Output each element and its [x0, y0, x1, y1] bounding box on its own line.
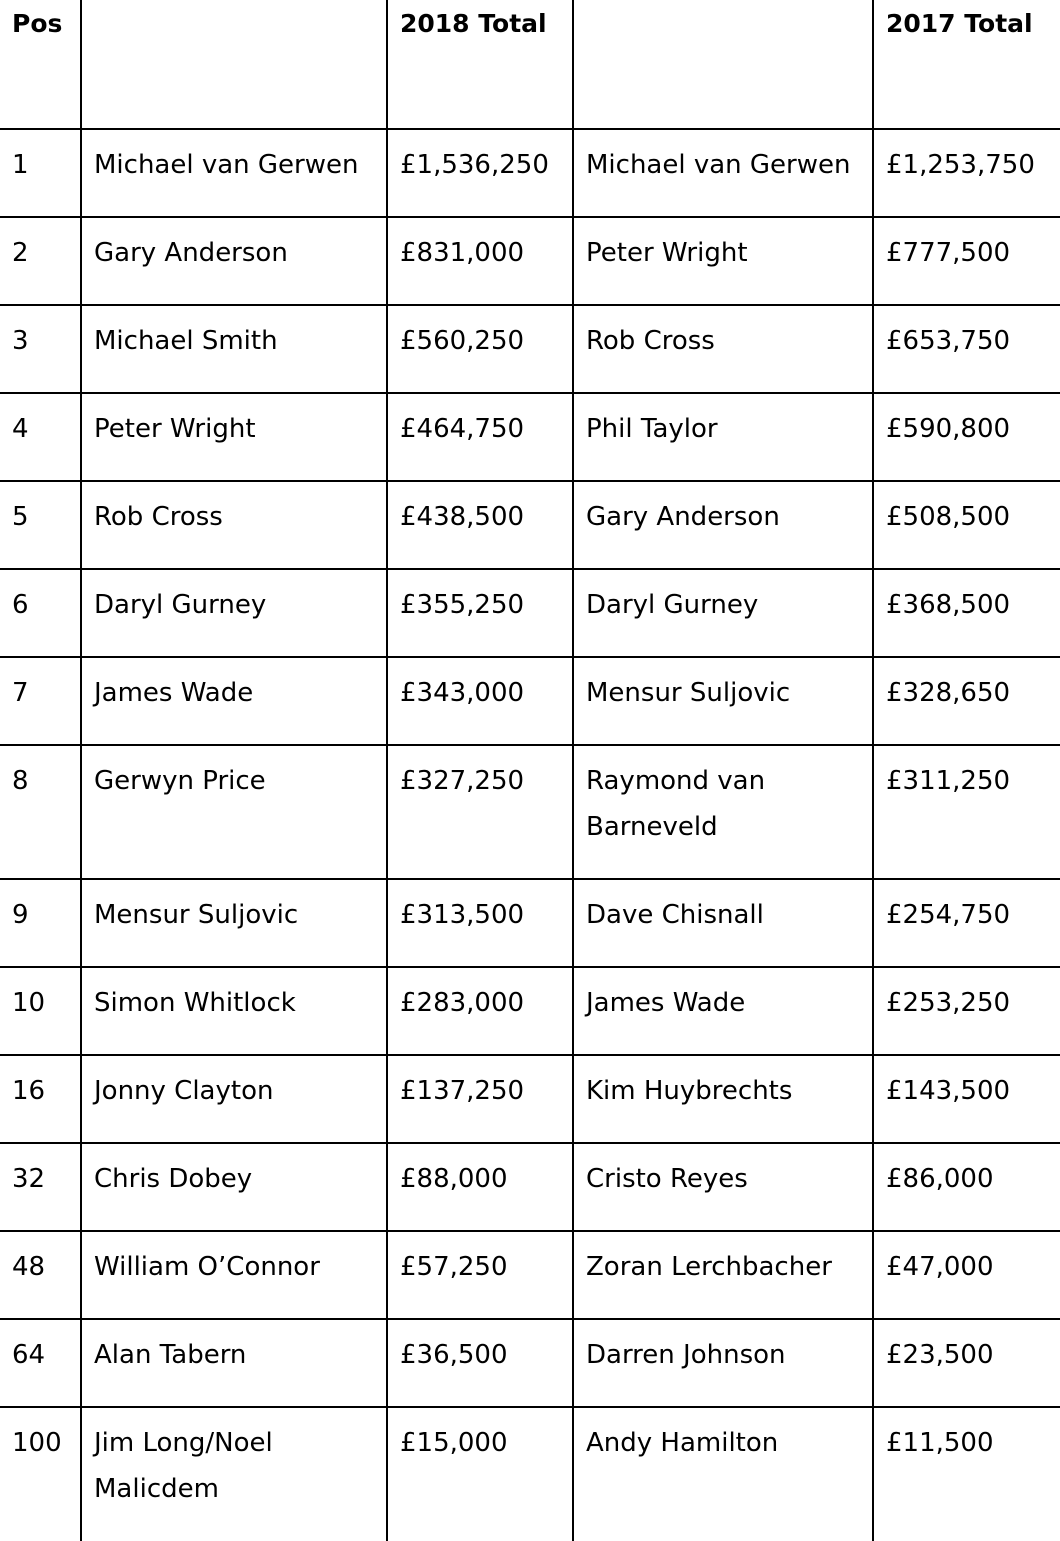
table-row [0, 1143, 1060, 1231]
cell-total-2018: £343,000 [387, 657, 573, 745]
cell-total-2017: £653,750 [873, 305, 1060, 393]
cell-name-2018: Alan Tabern [81, 1319, 387, 1407]
cell-name-2018: Peter Wright [81, 393, 387, 481]
cell-name-2018: Gary Anderson [81, 217, 387, 305]
cell-total-2017: £508,500 [873, 481, 1060, 569]
cell-total-2017: £311,250 [873, 745, 1060, 879]
cell-total-2017: £590,800 [873, 393, 1060, 481]
cell-total-2017: £86,000 [873, 1143, 1060, 1231]
table-row [0, 393, 1060, 481]
cell-total-2018: £137,250 [387, 1055, 573, 1143]
cell-total-2018: £57,250 [387, 1231, 573, 1319]
cell-name-2018: Jonny Clayton [81, 1055, 387, 1143]
table-row [0, 129, 1060, 217]
cell-name-2018: Gerwyn Price [81, 745, 387, 879]
cell-name-2017: Michael van Gerwen [573, 129, 873, 217]
table-row [0, 569, 1060, 657]
cell-name-2018: Chris Dobey [81, 1143, 387, 1231]
table-row [0, 217, 1060, 305]
cell-total-2017: £368,500 [873, 569, 1060, 657]
cell-pos: 9 [0, 879, 81, 967]
cell-name-2017: James Wade [573, 967, 873, 1055]
cell-total-2017: £47,000 [873, 1231, 1060, 1319]
cell-name-2017: Raymond van Barneveld [573, 745, 873, 879]
cell-pos: 7 [0, 657, 81, 745]
cell-name-2017: Phil Taylor [573, 393, 873, 481]
cell-name-2017: Andy Hamilton [573, 1407, 873, 1541]
cell-pos: 32 [0, 1143, 81, 1231]
table-row [0, 657, 1060, 745]
cell-pos: 5 [0, 481, 81, 569]
cell-name-2017: Dave Chisnall [573, 879, 873, 967]
cell-name-2017: Mensur Suljovic [573, 657, 873, 745]
cell-total-2017: £777,500 [873, 217, 1060, 305]
cell-pos: 3 [0, 305, 81, 393]
header-total-2017: 2017 Total [873, 0, 1060, 129]
cell-pos: 16 [0, 1055, 81, 1143]
cell-name-2017: Rob Cross [573, 305, 873, 393]
cell-total-2018: £831,000 [387, 217, 573, 305]
cell-name-2018: Jim Long/Noel Malicdem [81, 1407, 387, 1541]
table-row [0, 1407, 1060, 1541]
cell-pos: 6 [0, 569, 81, 657]
cell-total-2018: £464,750 [387, 393, 573, 481]
cell-name-2017: Cristo Reyes [573, 1143, 873, 1231]
cell-total-2018: £88,000 [387, 1143, 573, 1231]
cell-total-2018: £283,000 [387, 967, 573, 1055]
cell-name-2018: Simon Whitlock [81, 967, 387, 1055]
cell-name-2018: Michael Smith [81, 305, 387, 393]
table-row [0, 1231, 1060, 1319]
cell-name-2017: Gary Anderson [573, 481, 873, 569]
cell-name-2018: Daryl Gurney [81, 569, 387, 657]
cell-name-2018: Michael van Gerwen [81, 129, 387, 217]
table-row [0, 967, 1060, 1055]
cell-name-2017: Darren Johnson [573, 1319, 873, 1407]
cell-total-2018: £355,250 [387, 569, 573, 657]
cell-total-2018: £1,536,250 [387, 129, 573, 217]
table-row [0, 879, 1060, 967]
cell-total-2018: £15,000 [387, 1407, 573, 1541]
cell-pos: 64 [0, 1319, 81, 1407]
cell-pos: 8 [0, 745, 81, 879]
cell-total-2018: £438,500 [387, 481, 573, 569]
cell-pos: 1 [0, 129, 81, 217]
cell-total-2017: £143,500 [873, 1055, 1060, 1143]
table-row [0, 481, 1060, 569]
cell-name-2017: Daryl Gurney [573, 569, 873, 657]
cell-pos: 4 [0, 393, 81, 481]
cell-total-2017: £328,650 [873, 657, 1060, 745]
cell-name-2018: Rob Cross [81, 481, 387, 569]
cell-total-2018: £313,500 [387, 879, 573, 967]
cell-name-2017: Zoran Lerchbacher [573, 1231, 873, 1319]
table-row [0, 1319, 1060, 1407]
cell-total-2017: £23,500 [873, 1319, 1060, 1407]
cell-total-2017: £1,253,750 [873, 129, 1060, 217]
cell-name-2018: Mensur Suljovic [81, 879, 387, 967]
cell-pos: 2 [0, 217, 81, 305]
cell-pos: 100 [0, 1407, 81, 1541]
cell-total-2018: £36,500 [387, 1319, 573, 1407]
header-total-2018: 2018 Total [387, 0, 573, 129]
cell-name-2018: William O’Connor [81, 1231, 387, 1319]
cell-name-2018: James Wade [81, 657, 387, 745]
table-row [0, 745, 1060, 879]
cell-name-2017: Peter Wright [573, 217, 873, 305]
header-name-2017 [573, 0, 873, 129]
header-row [0, 0, 1060, 129]
cell-total-2017: £11,500 [873, 1407, 1060, 1541]
cell-total-2017: £253,250 [873, 967, 1060, 1055]
cell-total-2018: £560,250 [387, 305, 573, 393]
cell-total-2017: £254,750 [873, 879, 1060, 967]
header-name-2018 [81, 0, 387, 129]
cell-name-2017: Kim Huybrechts [573, 1055, 873, 1143]
header-pos: Pos [0, 0, 81, 129]
cell-pos: 48 [0, 1231, 81, 1319]
cell-pos: 10 [0, 967, 81, 1055]
table-row [0, 1055, 1060, 1143]
cell-total-2018: £327,250 [387, 745, 573, 879]
table-row [0, 305, 1060, 393]
